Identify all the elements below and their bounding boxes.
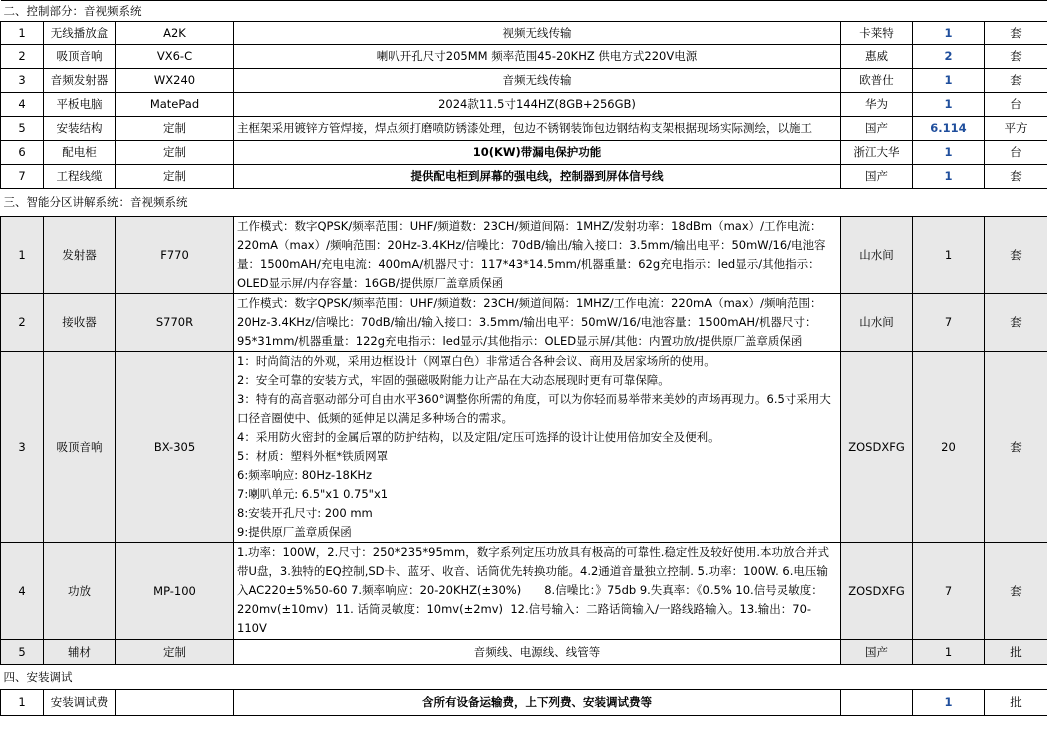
item-desc: 10(KW)带漏电保护功能: [234, 141, 841, 165]
item-name: 安装结构: [44, 117, 116, 141]
item-name: 吸顶音响: [44, 352, 116, 543]
table-row: [1, 640, 1047, 665]
row-no: 5: [1, 117, 44, 141]
item-qty: 1: [913, 217, 985, 294]
table-row: [1, 543, 1047, 640]
row-no: 2: [1, 294, 44, 352]
item-qty: 1: [913, 141, 985, 165]
item-unit: 套: [985, 217, 1047, 294]
item-unit: 套: [985, 22, 1047, 45]
section-header: [1, 665, 1047, 690]
item-desc: [234, 217, 841, 294]
row-no: 4: [1, 93, 44, 117]
table-row: [1, 217, 1047, 294]
item-brand: 山水间: [841, 217, 913, 294]
row-no: 2: [1, 45, 44, 69]
item-brand: 卡莱特: [841, 22, 913, 45]
item-qty: 1: [913, 69, 985, 93]
item-name: 功放: [44, 543, 116, 640]
item-model: 定制: [116, 640, 234, 665]
item-unit: 套: [985, 45, 1047, 69]
item-name: 吸顶音响: [44, 45, 116, 69]
table-row: [1, 165, 1047, 189]
item-qty: 7: [913, 543, 985, 640]
item-brand: 欧普仕: [841, 69, 913, 93]
item-unit: 台: [985, 141, 1047, 165]
item-unit: 台: [985, 93, 1047, 117]
row-no: 4: [1, 543, 44, 640]
item-brand: 浙江大华: [841, 141, 913, 165]
item-qty: 1: [913, 22, 985, 45]
item-desc-text: 工作模式：数字QPSK/频率范围：UHF/频道数：23CH/频道间隔：1MHZ/发射功率：18dBm（max）/工作电流：220mA（max）/频响范围：20Hz-3.4KHz/信噪比：70dB/输出/输入接口：3.5mm/输出电平：50mW/16/电池容量：1500mAH/充电电流：400mA/机器尺寸：117*43*14.5mm/机器重量：62g充电指示：led显示/其他指示：OLED显示屏/内存容量：16GB/提供原厂盖章质保函: [237, 219, 826, 290]
row-no: 1: [1, 217, 44, 294]
item-model: VX6-C: [116, 45, 234, 69]
item-brand: 山水间: [841, 294, 913, 352]
item-unit: 批: [985, 640, 1047, 665]
item-desc-text: 1：时尚简洁的外观，采用边框设计（网罩白色）非常适合各种会议、商用及居家场所的使用。 2：安全可靠的安装方式，牢固的强磁吸附能力让产品在大动态展现时更有可靠保障。 3：特有的高音驱动部分可自由水平360°调整你所需的角度，可以为你轻而易举带来美妙的声场再现力。6.5寸采用大口径音圈使中、低频的延伸足以满足多种场合的需求。 4：采用防火密封的金属后罩的防护结构，以及定阻/定压可选择的设计让使用倍加安全及便利。 5：材质：塑料外框*铁质网罩 6:频率响应: 80Hz-18KHz 7:喇叭单元: 6.5"x1 0.75"x1 8:安装开孔尺寸: 200 mm 9:提供原厂盖章质保函: [237, 354, 831, 539]
item-name: 平板电脑: [44, 93, 116, 117]
item-desc: [234, 543, 841, 640]
item-desc: [234, 294, 841, 352]
item-model: BX-305: [116, 352, 234, 543]
item-name: 安装调试费: [44, 690, 116, 716]
item-brand: 国产: [841, 117, 913, 141]
row-no: 5: [1, 640, 44, 665]
item-unit: 平方: [985, 117, 1047, 141]
item-brand: ZOSDXFG: [841, 352, 913, 543]
section-header: [1, 189, 1047, 217]
section-header: [1, 1, 1047, 22]
item-brand: 国产: [841, 640, 913, 665]
item-desc: 喇叭开孔尺寸205MM 频率范围45-20KHZ 供电方式220V电源: [234, 45, 841, 69]
item-model: 定制: [116, 117, 234, 141]
item-unit: 套: [985, 294, 1047, 352]
item-desc-text: 工作模式：数字QPSK/频率范围：UHF/频道数：23CH/频道间隔：1MHZ/工作电流：220mA（max）/频响范围：20Hz-3.4KHz/信噪比：70dB/输出/输入接口：3.5mm/输出电平：50mW/16/电池容量：1500mAH/机器尺寸：95*31mm/机器重量：122g充电指示：led显示/其他指示：OLED显示屏/其他：内置功放/提供原厂盖章质保函: [237, 296, 822, 348]
table-row: [1, 690, 1047, 716]
item-qty: 1: [913, 690, 985, 716]
item-model: S770R: [116, 294, 234, 352]
item-qty: 20: [913, 352, 985, 543]
item-brand: [841, 690, 913, 716]
item-qty: 1: [913, 165, 985, 189]
item-desc: 2024款11.5寸144HZ(8GB+256GB): [234, 93, 841, 117]
table-row: [1, 294, 1047, 352]
item-model: MatePad: [116, 93, 234, 117]
item-desc: 主框架采用镀锌方管焊接，焊点须打磨喷防锈漆处理，包边不锈钢装饰包边钢结构支架根据现场实际测绘，以施工: [234, 117, 841, 141]
item-model: 定制: [116, 165, 234, 189]
item-brand: 惠威: [841, 45, 913, 69]
item-name: 接收器: [44, 294, 116, 352]
table-row: [1, 93, 1047, 117]
item-qty: 1: [913, 640, 985, 665]
item-desc: 提供配电柜到屏幕的强电线，控制器到屏体信号线: [234, 165, 841, 189]
item-desc: 含所有设备运输费，上下列费、安装调试费等: [234, 690, 841, 716]
item-unit: 套: [985, 165, 1047, 189]
section-title: 二、控制部分：音视频系统: [1, 1, 1047, 22]
item-qty: 1: [913, 93, 985, 117]
item-qty: 7: [913, 294, 985, 352]
row-no: 1: [1, 22, 44, 45]
item-desc: 音频无线传输: [234, 69, 841, 93]
item-desc-text: 1.功率：100W，2.尺寸：250*235*95mm，数字系列定压功放具有极高的可靠性.稳定性及较好使用.本功放合并式带U盘，3.独特的EQ控制,SD卡、蓝牙、收音、话筒优先转换功能。4.2通道音量独立控制. 5.功率：100W. 6.电压输入AC220±5%50-60 7.频率响应：20-20KHZ(±30%) 8.信噪比：》75db 9.失真率：《0.5% 10.信号灵敏度：220mv(±10mv) 11. 话筒灵敏度：10mv(±2mv) 12.信号输入：二路话筒输入/一路线路输入。13.输出：70-110V: [237, 545, 830, 635]
item-model: A2K: [116, 22, 234, 45]
item-name: 无线播放盒: [44, 22, 116, 45]
item-unit: 套: [985, 543, 1047, 640]
table-row: [1, 117, 1047, 141]
row-no: 6: [1, 141, 44, 165]
table-row: [1, 22, 1047, 45]
table-row: [1, 352, 1047, 543]
item-name: 发射器: [44, 217, 116, 294]
row-no: 7: [1, 165, 44, 189]
item-unit: 批: [985, 690, 1047, 716]
row-no: 3: [1, 352, 44, 543]
table-row: [1, 141, 1047, 165]
item-brand: 华为: [841, 93, 913, 117]
item-model: F770: [116, 217, 234, 294]
item-unit: 套: [985, 69, 1047, 93]
row-no: 3: [1, 69, 44, 93]
item-qty: 6.114: [913, 117, 985, 141]
item-unit: 套: [985, 352, 1047, 543]
item-name: 辅材: [44, 640, 116, 665]
item-desc: [234, 352, 841, 543]
item-brand: ZOSDXFG: [841, 543, 913, 640]
item-model: [116, 690, 234, 716]
section-title: 三、智能分区讲解系统：音视频系统: [1, 189, 1047, 217]
item-name: 配电柜: [44, 141, 116, 165]
section-title: 四、安装调试: [1, 665, 1047, 690]
item-desc: 音频线、电源线、线管等: [234, 640, 841, 665]
row-no: 1: [1, 690, 44, 716]
item-desc: 视频无线传输: [234, 22, 841, 45]
table-row: [1, 69, 1047, 93]
item-qty: 2: [913, 45, 985, 69]
item-model: 定制: [116, 141, 234, 165]
table-row: [1, 45, 1047, 69]
item-model: WX240: [116, 69, 234, 93]
item-name: 音频发射器: [44, 69, 116, 93]
item-name: 工程线缆: [44, 165, 116, 189]
item-model: MP-100: [116, 543, 234, 640]
item-brand: 国产: [841, 165, 913, 189]
